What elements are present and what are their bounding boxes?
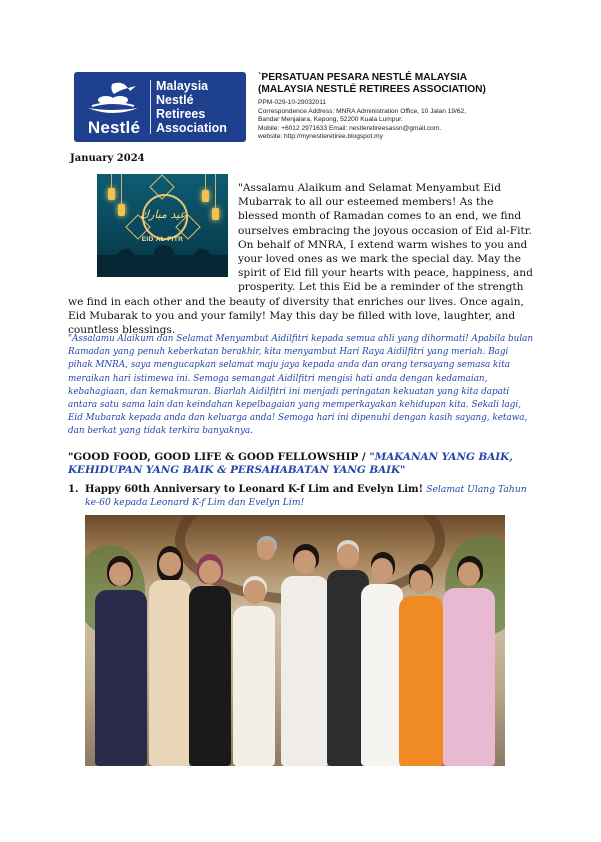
eid-message-english xyxy=(68,181,534,337)
eid-message-malay: "Assalamu Alaikum dan Selamat Menyambut Aidilfitri kepada semua ahli yang dihormati! Apabila bulan Ramadan yang penuh keberkatan berakhir, kita menyambut Hari Raya Aidilfitri yang meriah. Bagi pihak MNRA, saya mengucapkan selamat maju jaya kepada anda dan orang tersayang semasa kita meraikan hari istimewa ini. Semoga semangat Aidilfitri mengisi hati anda dengan kedamaian, kebahagiaan, dan kemakmuran. Biarlah Aidilfitri ini menjadi peringatan kekuatan yang kita dapati antara satu sama lain dan keindahan kepelbagaian yang memperkayakan kehidupan kita. Sekali lagi, Eid Mubarak kepada anda dan keluarga anda! Semoga hari ini dipenuhi dengan kasih sayang, ketawa, dan berkat yang tidak terkira banyaknya. xyxy=(68,334,534,437)
section-heading-malay: "MAKANAN YANG BAIK, KEHIDUPAN YANG BAIK & PERSAHABATAN YANG BAIK" xyxy=(68,451,513,477)
logo-line: Association xyxy=(156,121,227,135)
item-title-english: Happy 60th Anniversary to Leonard K-f Lim and Evelyn Lim! xyxy=(85,484,423,495)
eid-caption: EID AL FITR xyxy=(141,236,184,243)
section-heading-english: "GOOD FOOD, GOOD LIFE & GOOD FELLOWSHIP / xyxy=(68,451,370,463)
association-name-malay: `PERSATUAN PESARA NESTLÉ MALAYSIA xyxy=(258,72,468,83)
item-title-malay: Selamat Ulang Tahun ke-60 kepada Leonard K-f Lim dan Evelyn Lim! xyxy=(85,484,527,508)
logo-association-text xyxy=(156,79,244,135)
registration-number: PPM-029-10-29032011 xyxy=(258,99,327,106)
association-name-english: (MALAYSIA NESTLÉ RETIREES ASSOCIATION) xyxy=(258,84,486,95)
address-line-2: Bandar Menjalara, Kepong, 52200 Kuala Lumpur. xyxy=(258,116,403,123)
person xyxy=(439,556,499,766)
address-line-1: Correspondence Address: MNRA Administration Office, 10 Jalan 19/62, xyxy=(258,107,467,115)
nestle-nest-icon xyxy=(82,78,144,116)
logo-line: Nestlé xyxy=(156,93,194,107)
news-item-1 xyxy=(68,483,538,509)
logo-brand-text: Nestlé xyxy=(87,118,141,137)
eid-message-english-text: "Assalamu Alaikum and Selamat Menyambut Eid Mubarrak to all our esteemed members! As the blessed month of Ramadan comes to an end, we find ourselves embracing the joyous occasion of Eid al-Fitr. On behalf of MNRA, I extend warm wishes to you and your loved ones as we mark the special day. May the spirit of Eid fill your hearts with peace, happiness, and prosperity. Let this Eid be a reminder of the strength we find in each other and the beauty of diversity that enriches our lives. Once again, Eid Mubarak to you and your family! May this day be filled with love, laughter, and countless blessings. xyxy=(68,182,533,337)
section-heading xyxy=(68,451,538,477)
letterhead xyxy=(258,72,548,142)
logo-line: Retirees xyxy=(156,107,206,121)
association-logo xyxy=(74,72,246,142)
person xyxy=(91,556,149,766)
group-photo xyxy=(85,515,505,766)
contact-line: Mobile: +6012 2971633 Email: nestleretireesassn@gmail.com. xyxy=(258,124,442,132)
logo-line: Malaysia xyxy=(156,79,209,93)
website-line: website: http://mynestleretiree.blogspot.my xyxy=(258,133,383,140)
item-number: 1. xyxy=(68,484,79,495)
issue-date: January 2024 xyxy=(70,153,145,164)
logo-divider xyxy=(150,80,151,134)
person xyxy=(187,554,233,766)
eid-calligraphy: عيد مبارك xyxy=(139,208,187,221)
